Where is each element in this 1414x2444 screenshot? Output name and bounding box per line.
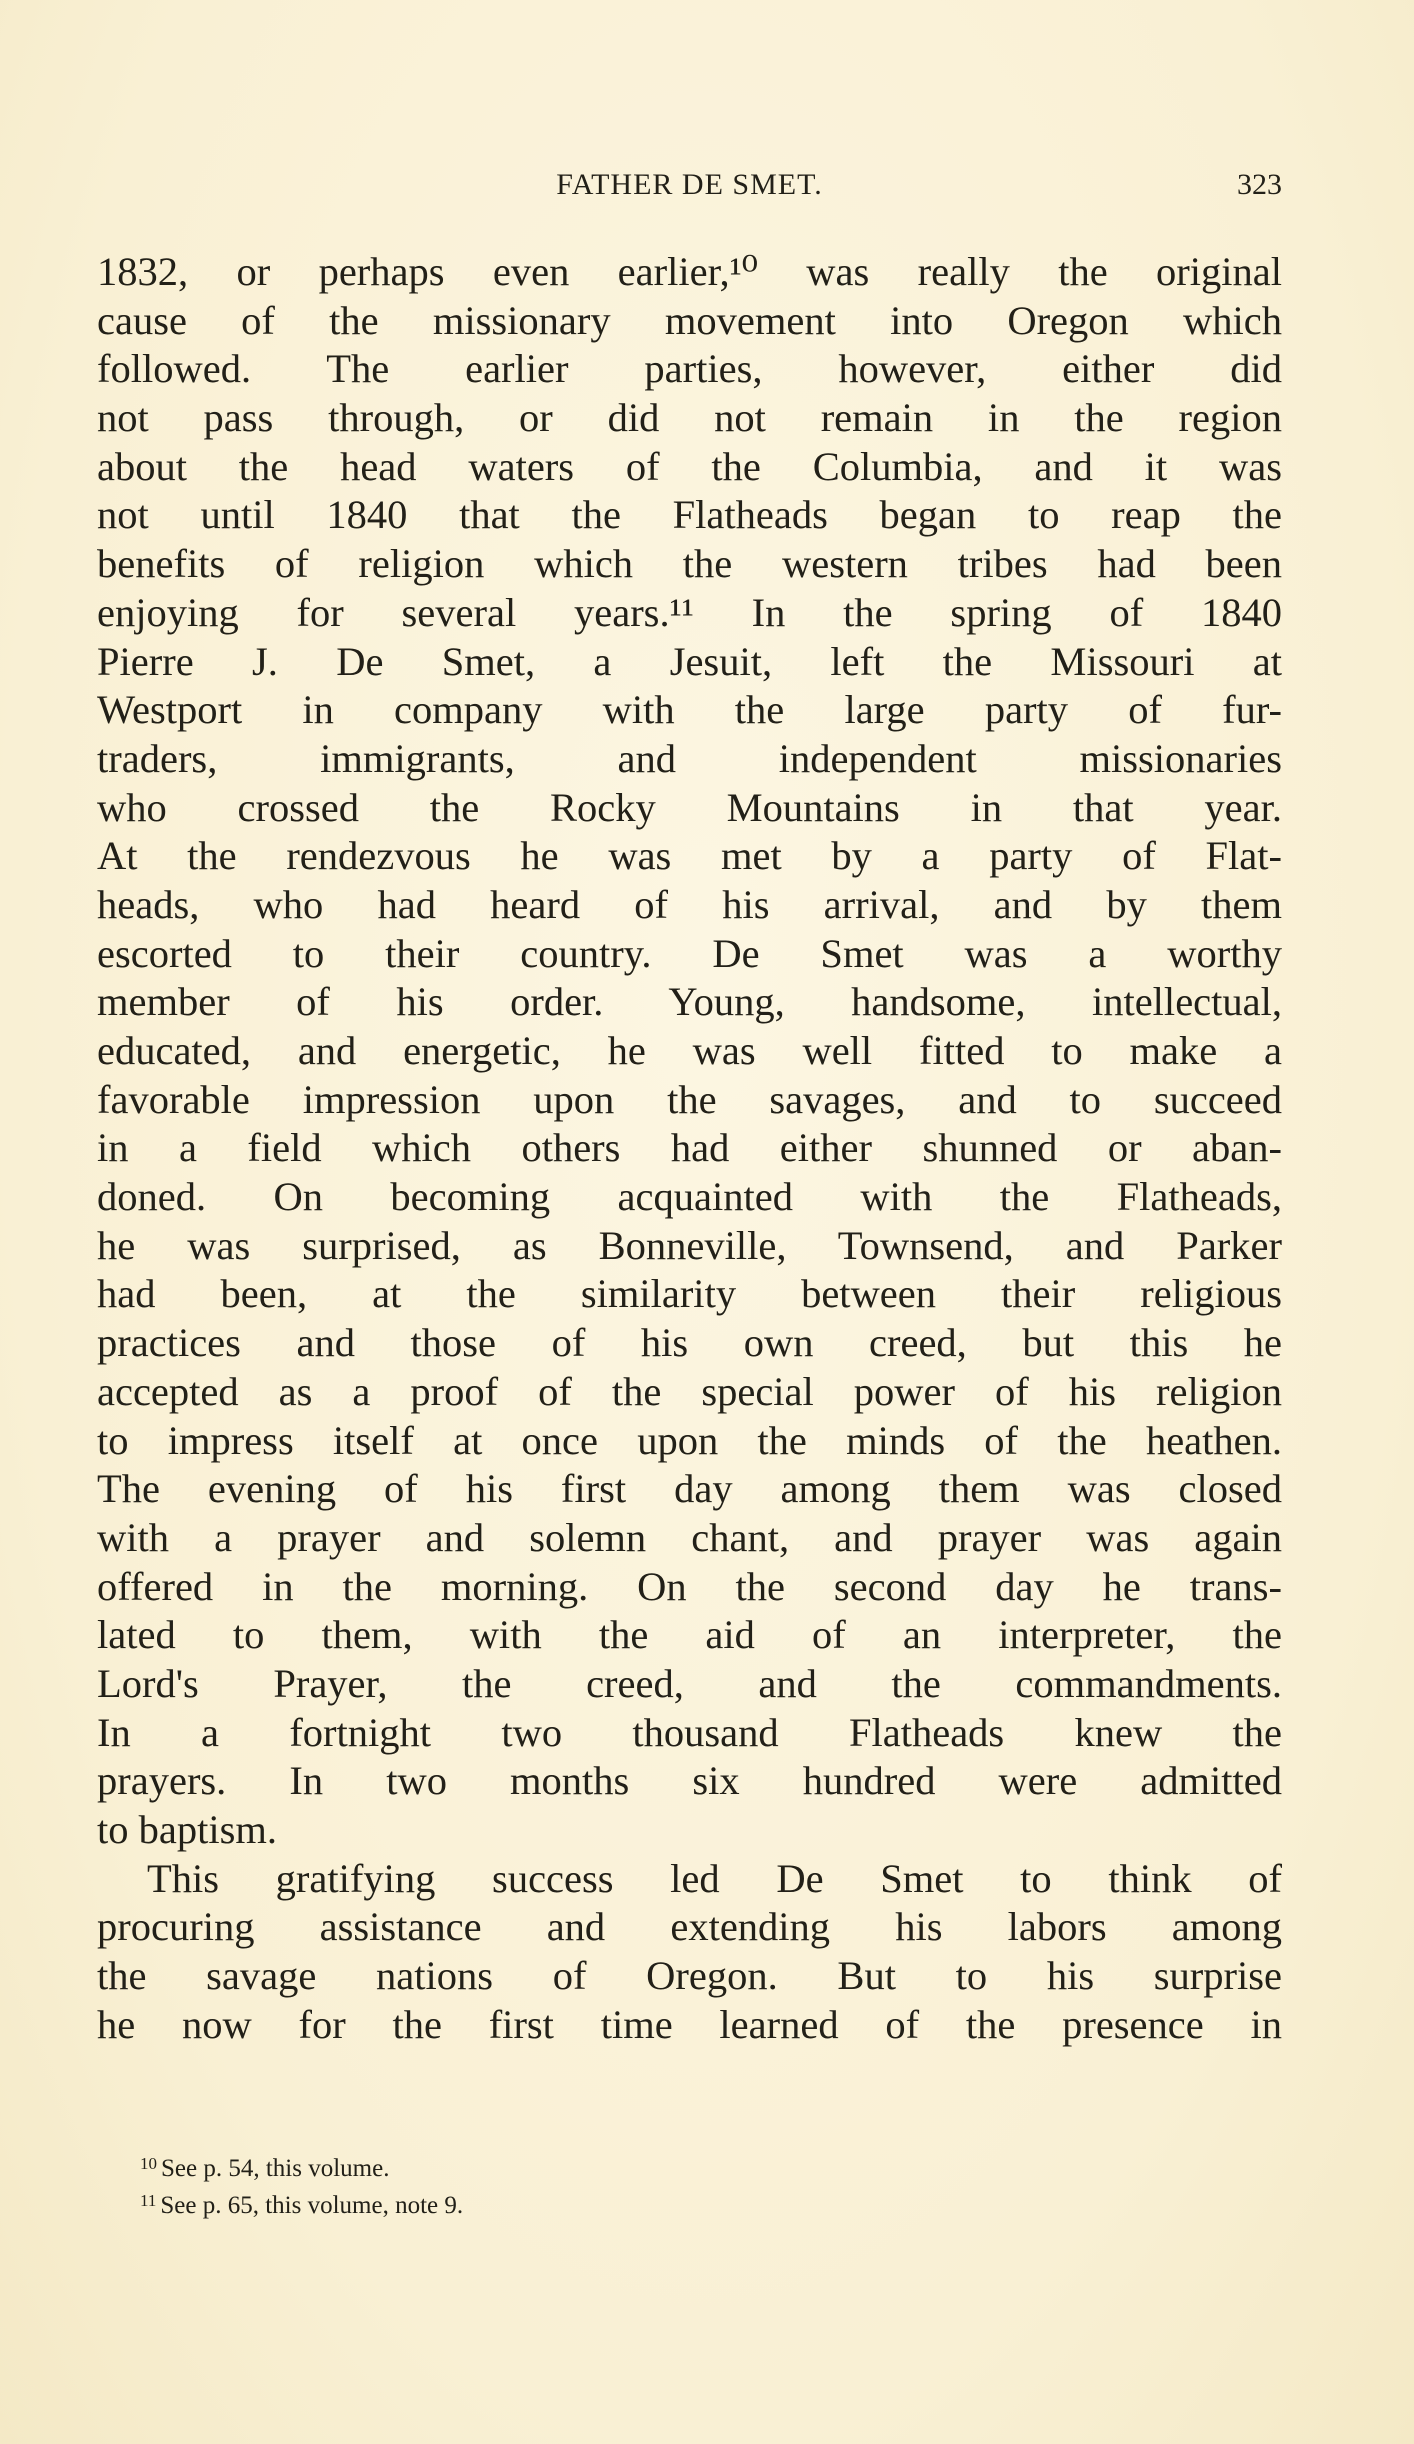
text-line: In a fortnight two thousand Flatheads knew the	[97, 1709, 1282, 1755]
page-number: 323	[1237, 168, 1282, 201]
text-line: to impress itself at once upon the minds of the heathen.	[97, 1417, 1282, 1463]
footnote-11	[140, 2185, 1040, 2222]
text-line: he now for the first time learned of the presence in	[97, 2001, 1282, 2047]
text-line: about the head waters of the Columbia, and it was	[97, 443, 1282, 489]
text-line: favorable impression upon the savages, and to succeed	[97, 1076, 1282, 1122]
footnotes	[140, 2148, 1040, 2222]
text-line: 1832, or perhaps even earlier,¹⁰ was really the original	[97, 249, 1282, 294]
text-line: lated to them, with the aid of an interpreter, the	[97, 1612, 1282, 1658]
text-line: Pierre J. De Smet, a Jesuit, left the Missouri at	[97, 638, 1282, 684]
text-line: he was surprised, as Bonneville, Townsend, and Parker	[97, 1222, 1282, 1268]
footnote-text: See p. 65, this volume, note 9.	[160, 2192, 464, 2219]
text-line: in a field which others had either shunned or aban-	[97, 1125, 1282, 1171]
running-head	[97, 168, 1282, 208]
text-line: member of his order. Young, handsome, intellectual,	[97, 979, 1282, 1025]
footnote-mark: 11	[140, 2191, 157, 2210]
text-line: prayers. In two months six hundred were admitted	[97, 1758, 1282, 1804]
body-text	[97, 248, 1282, 2049]
text-line: traders, immigrants, and independent missionaries	[97, 735, 1282, 781]
paragraph-start-line: This gratifying success led De Smet to think of	[147, 1855, 1282, 1901]
text-line: not pass through, or did not remain in the region	[97, 395, 1282, 441]
text-line: educated, and energetic, he was well fitted to make a	[97, 1028, 1282, 1073]
text-line: Westport in company with the large party of fur-	[97, 687, 1282, 733]
text-line: At the rendezvous he was met by a party of Flat-	[97, 833, 1282, 879]
running-title: FATHER DE SMET.	[556, 168, 823, 201]
text-line: benefits of religion which the western tribes had been	[97, 541, 1282, 587]
text-line: not until 1840 that the Flatheads began to reap the	[97, 492, 1282, 538]
text-line: escorted to their country. De Smet was a worthy	[97, 930, 1282, 976]
text-line: doned. On becoming acquainted with the Flatheads,	[97, 1174, 1282, 1220]
footnote-text: See p. 54, this volume.	[161, 2155, 390, 2182]
text-line: cause of the missionary movement into Oregon which	[97, 297, 1282, 343]
text-line: Lord's Prayer, the creed, and the commandments.	[97, 1660, 1282, 1706]
text-line: heads, who had heard of his arrival, and by them	[97, 881, 1282, 927]
footnote-10	[140, 2148, 1040, 2185]
text-line: followed. The earlier parties, however, either did	[97, 346, 1282, 392]
text-line: The evening of his first day among them was closed	[97, 1466, 1282, 1512]
text-line: with a prayer and solemn chant, and prayer was again	[97, 1514, 1282, 1560]
text-line: who crossed the Rocky Mountains in that year.	[97, 784, 1282, 830]
text-line: procuring assistance and extending his labors among	[97, 1904, 1282, 1950]
footnote-mark: 10	[140, 2154, 157, 2173]
text-line: the savage nations of Oregon. But to his surprise	[97, 1953, 1282, 1999]
text-line: enjoying for several years.¹¹ In the spring of 1840	[97, 589, 1282, 635]
paragraph-end-line: to baptism.	[97, 1807, 277, 1852]
text-line: accepted as a proof of the special power of his religion	[97, 1368, 1282, 1414]
text-line: practices and those of his own creed, but this he	[97, 1320, 1282, 1366]
text-line: offered in the morning. On the second day he trans-	[97, 1563, 1282, 1609]
text-line: had been, at the similarity between their religious	[97, 1271, 1282, 1317]
